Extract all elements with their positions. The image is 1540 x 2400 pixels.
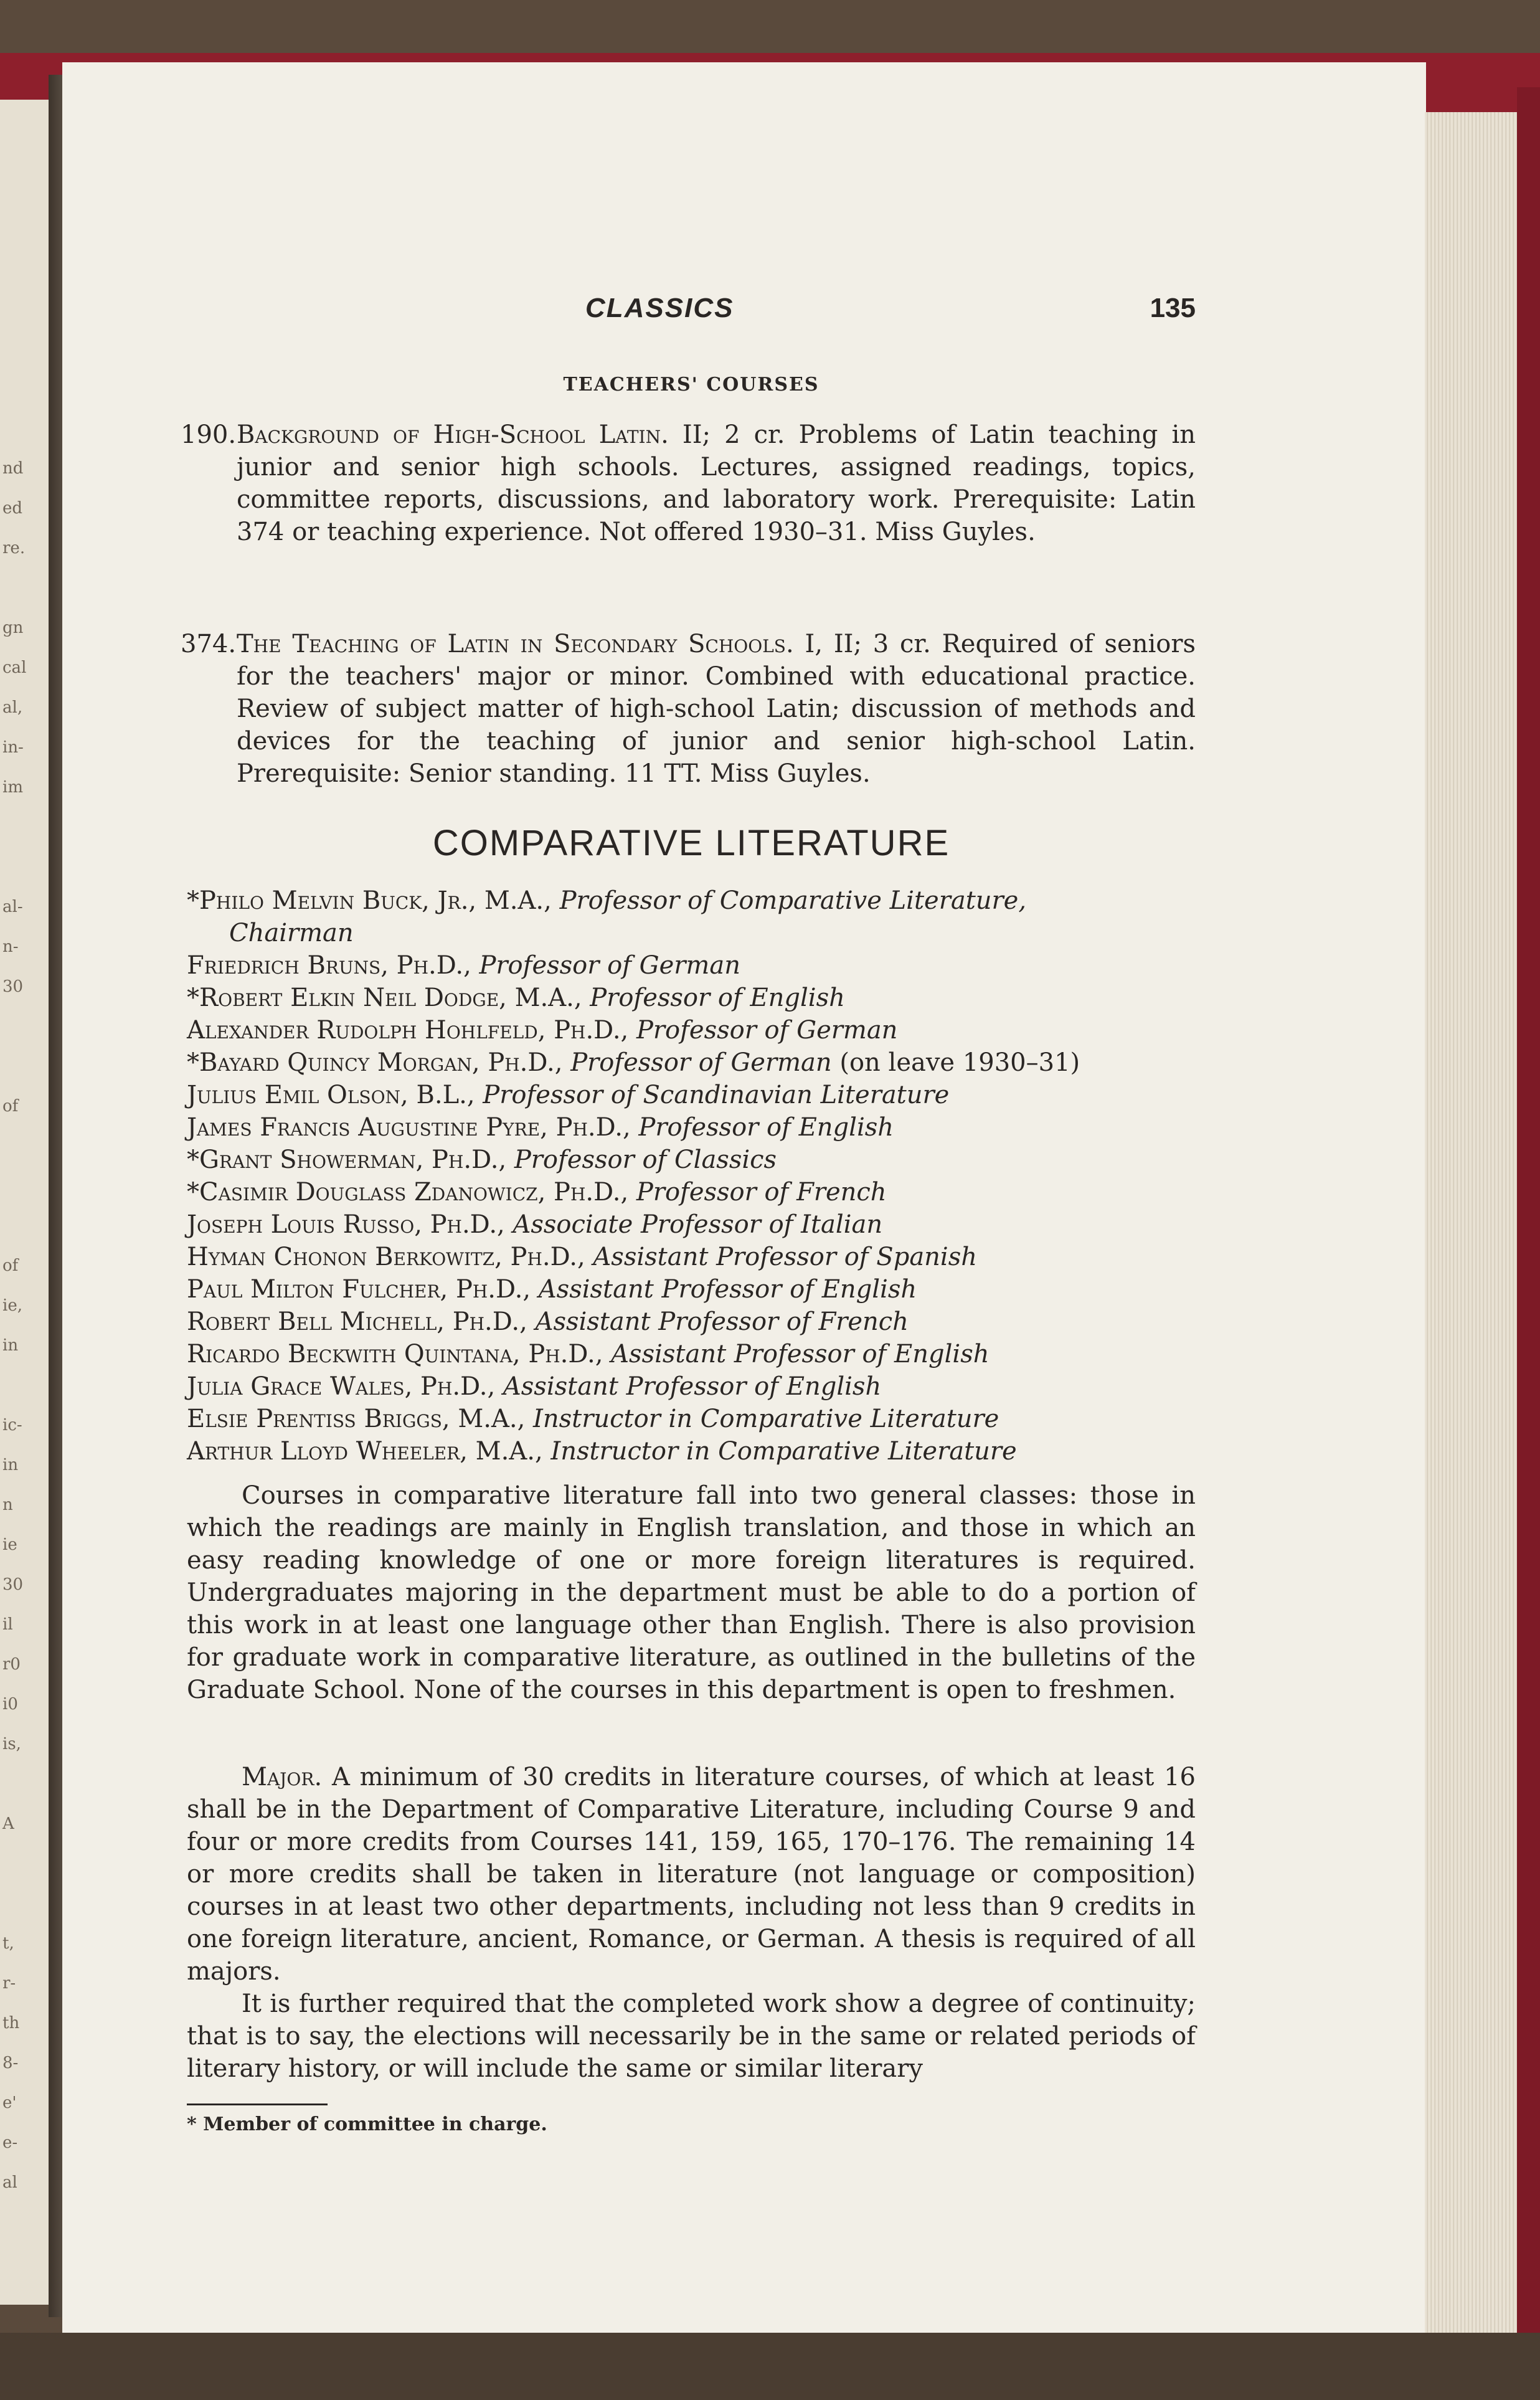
- faculty-row: [187, 949, 1208, 982]
- facing-page-fragment: il: [2, 1615, 13, 1634]
- major-section: [187, 1761, 1196, 2085]
- facing-page-fragment: ie: [2, 1535, 17, 1554]
- faculty-position: Professor of German: [570, 1048, 832, 1077]
- faculty-name: Robert Bell Michell, Ph.D.,: [187, 1307, 527, 1336]
- facing-page-fragment: re.: [2, 539, 26, 557]
- faculty-row: [187, 1370, 1208, 1403]
- facing-page-fragment: r0: [2, 1655, 21, 1674]
- major-label: Major.: [242, 1763, 323, 1791]
- facing-page-fragment: [2, 1126, 17, 1166]
- facing-page-fragment: [2, 1206, 17, 1246]
- faculty-name: Julius Emil Olson, B.L.,: [187, 1081, 475, 1109]
- intro-paragraph: [187, 1479, 1196, 1706]
- facing-page-fragment: im: [2, 778, 23, 797]
- faculty-row: [187, 885, 1208, 917]
- facing-page-fragment: e-: [2, 2133, 18, 2152]
- faculty-row: [187, 1176, 1208, 1208]
- faculty-name: Julia Grace Wales, Ph.D.,: [187, 1372, 496, 1401]
- faculty-row: [187, 1144, 1208, 1176]
- facing-page-fragment: [2, 807, 17, 847]
- faculty-position: Professor of French: [636, 1178, 887, 1207]
- faculty-position: Associate Professor of Italian: [513, 1210, 883, 1239]
- faculty-row: [187, 1014, 1208, 1046]
- facing-page-fragment: of: [2, 1097, 19, 1116]
- faculty-name: James Francis Augustine Pyre, Ph.D.,: [187, 1113, 631, 1142]
- faculty-position: Professor of German: [479, 951, 740, 980]
- faculty-row: [187, 982, 1208, 1014]
- facing-page-fragment: [2, 1764, 17, 1804]
- footnote-rule: [187, 2104, 328, 2105]
- facing-page-fragment: [2, 1166, 17, 1206]
- course-entry: [181, 419, 1196, 548]
- facing-page-fragment: in: [2, 1456, 19, 1474]
- course-title: Background of High-School Latin.: [237, 420, 669, 449]
- course-description: II; 2 cr. Problems of Latin teaching in junior and senior high schools. Lectures, assigned readings, topics, committee reports, discussions, and laboratory work. Prerequisite: Latin 374 or teaching experience. Not offered 1930–31. Miss Guyles.: [237, 420, 1196, 546]
- facing-page-fragment: of: [2, 1256, 19, 1275]
- faculty-position: Instructor in Comparative Literature: [550, 1437, 1017, 1466]
- course-description: I, II; 3 cr. Required of seniors for the teachers' major or minor. Combined with educational practice. Review of subject matter of high-school Latin; discussion of methods and devices for the teaching of junior and senior high-school Latin. Prerequisite: Senior standing. 11 TT. Miss Guyles.: [237, 630, 1196, 788]
- facing-page-fragment: [2, 1844, 17, 1884]
- course-entry: [181, 628, 1196, 790]
- continuity-paragraph: It is further required that the completed work show a degree of continuity; that is to say, the elections will necessarily be in the same or related periods of literary history, or will include the same or similar literary: [187, 1990, 1196, 2083]
- facing-page-fragment: al,: [2, 698, 23, 717]
- faculty-name: Ricardo Beckwith Quintana, Ph.D.,: [187, 1340, 603, 1368]
- course-title: The Teaching of Latin in Secondary Schools.: [237, 630, 794, 658]
- intro-text: Courses in comparative literature fall into two general classes: those in which the readings are mainly in English translation, and those in which an easy reading knowledge of one or more foreign literatures is required. Undergraduates majoring in the department must be able to do a portion of this work in at least one language other than English. There is also provision for graduate work in comparative literature, as outlined in the bulletins of the Graduate School. None of the courses in this department is open to freshmen.: [187, 1481, 1196, 1704]
- major-paragraph: [187, 1761, 1196, 1988]
- faculty-row: [187, 1241, 1208, 1273]
- facing-page-text-fragments: [2, 448, 27, 2203]
- faculty-note: (on leave 1930–31): [839, 1048, 1080, 1077]
- faculty-position: Instructor in Comparative Literature: [533, 1405, 999, 1433]
- faculty-name: Joseph Louis Russo, Ph.D.,: [187, 1210, 505, 1239]
- facing-page-fragment: is,: [2, 1735, 21, 1753]
- facing-page-fragment: ie,: [2, 1296, 22, 1315]
- faculty-row: [187, 1208, 1208, 1241]
- faculty-position: Assistant Professor of English: [611, 1340, 990, 1368]
- book-binding-right: [1517, 87, 1540, 2361]
- facing-page-edge: [0, 100, 55, 2305]
- faculty-row: [187, 1111, 1208, 1144]
- faculty-position: Professor of English: [638, 1113, 894, 1142]
- facing-page-fragment: 30: [2, 977, 24, 996]
- department-title: COMPARATIVE LITERATURE: [432, 823, 950, 863]
- facing-page-fragment: th: [2, 2014, 20, 2032]
- faculty-name: *Casimir Douglass Zdanowicz, Ph.D.,: [187, 1178, 629, 1207]
- facing-page-fragment: [2, 1046, 17, 1086]
- faculty-name: *Philo Melvin Buck, Jr., M.A.,: [187, 886, 552, 915]
- faculty-row: [187, 1338, 1208, 1370]
- faculty-position: Professor of Comparative Literature,: [559, 886, 1027, 915]
- faculty-position: Professor of Scandinavian Literature: [483, 1081, 950, 1109]
- faculty-name: *Grant Showerman, Ph.D.,: [187, 1145, 507, 1174]
- faculty-row: [187, 1079, 1208, 1111]
- faculty-row: [187, 1435, 1208, 1468]
- facing-page-fragment: nd: [2, 459, 24, 478]
- running-title: CLASSICS: [585, 293, 734, 323]
- facing-page-fragment: A: [2, 1814, 14, 1833]
- faculty-row: [187, 917, 1208, 949]
- faculty-position: Assistant Professor of Spanish: [593, 1243, 978, 1271]
- facing-page-fragment: t,: [2, 1934, 14, 1953]
- facing-page-fragment: ic-: [2, 1416, 22, 1435]
- major-text: A minimum of 30 credits in literature courses, of which at least 16 shall be in the Department of Comparative Literature, including Course 9 and four or more credits from Courses 141, 159, 165, 170–176. The remaining 14 or more credits shall be taken in literature (not language or composition) courses in at least two other departments, including not less than 9 credits in one foreign literature, ancient, Romance, or German. A thesis is required of all majors.: [187, 1763, 1196, 1986]
- facing-page-fragment: al-: [2, 898, 23, 916]
- facing-page-fragment: [2, 1365, 17, 1405]
- faculty-row: [187, 1273, 1208, 1306]
- faculty-position: Chairman: [229, 919, 354, 947]
- facing-page-fragment: r-: [2, 1974, 16, 1993]
- faculty-name: Arthur Lloyd Wheeler, M.A.,: [187, 1437, 543, 1466]
- faculty-name: *Robert Elkin Neil Dodge, M.A.,: [187, 984, 582, 1012]
- faculty-row: [187, 1046, 1208, 1079]
- facing-page-fragment: ed: [2, 499, 23, 518]
- faculty-name: Alexander Rudolph Hohlfeld, Ph.D.,: [187, 1016, 629, 1045]
- page-stack: [1425, 112, 1518, 2336]
- facing-page-fragment: e': [2, 2094, 17, 2112]
- faculty-position: Assistant Professor of French: [535, 1307, 909, 1336]
- facing-page-fragment: gn: [2, 619, 24, 637]
- facing-page-fragment: [2, 1007, 17, 1046]
- footnote: * Member of committee in charge.: [187, 2113, 547, 2135]
- facing-page-fragment: cal: [2, 658, 27, 677]
- facing-page-fragment: al: [2, 2173, 17, 2192]
- background-surface: [0, 2333, 1540, 2400]
- faculty-position: Professor of German: [636, 1016, 898, 1045]
- faculty-name: Friedrich Bruns, Ph.D.,: [187, 951, 471, 980]
- course-number: 374.: [181, 630, 237, 658]
- faculty-name: Hyman Chonon Berkowitz, Ph.D.,: [187, 1243, 585, 1271]
- facing-page-fragment: [2, 847, 17, 887]
- faculty-position: Assistant Professor of English: [538, 1275, 917, 1304]
- page-number: 135: [1150, 293, 1196, 323]
- faculty-name: *Bayard Quincy Morgan, Ph.D.,: [187, 1048, 563, 1077]
- facing-page-fragment: 30: [2, 1575, 24, 1594]
- facing-page-fragment: in-: [2, 738, 24, 757]
- facing-page-fragment: n: [2, 1496, 13, 1514]
- facing-page-fragment: [2, 1884, 17, 1923]
- facing-page-fragment: in: [2, 1336, 19, 1355]
- facing-page-fragment: n-: [2, 937, 19, 956]
- faculty-list: [187, 885, 1208, 1468]
- facing-page-fragment: [2, 568, 17, 608]
- facing-page-fragment: i0: [2, 1695, 18, 1714]
- faculty-position: Professor of English: [590, 984, 845, 1012]
- faculty-position: Professor of Classics: [514, 1145, 777, 1174]
- faculty-name: Elsie Prentiss Briggs, M.A.,: [187, 1405, 526, 1433]
- faculty-row: [187, 1306, 1208, 1338]
- faculty-row: [187, 1403, 1208, 1435]
- facing-page-fragment: 8-: [2, 2054, 19, 2072]
- section-heading: TEACHERS' COURSES: [563, 374, 820, 396]
- course-number: 190.: [181, 420, 237, 449]
- faculty-position: Assistant Professor of English: [503, 1372, 882, 1401]
- faculty-name: Paul Milton Fulcher, Ph.D.,: [187, 1275, 531, 1304]
